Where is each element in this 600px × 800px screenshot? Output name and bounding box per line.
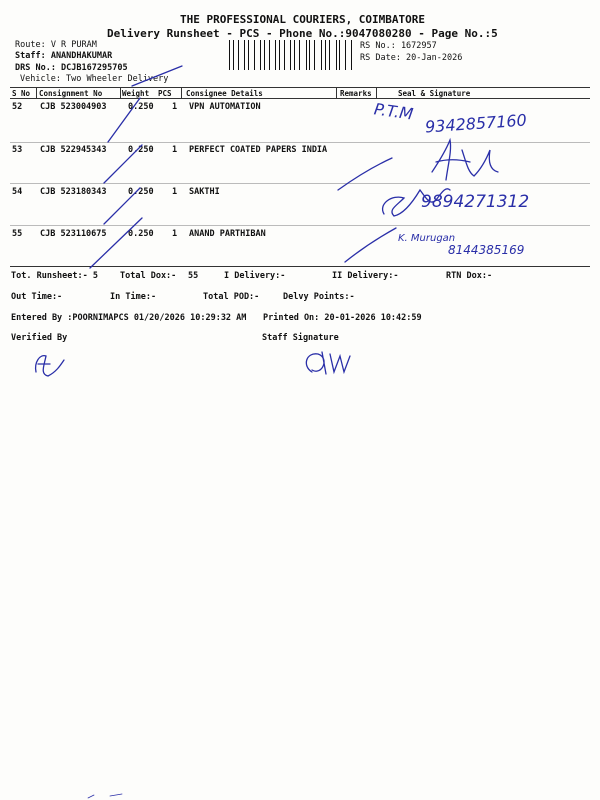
row-consignment: CJB 523180343 <box>40 187 107 197</box>
col-header-remarks: Remarks <box>340 89 372 98</box>
row55-handwritten-name: K. Murugan <box>398 233 456 244</box>
row-consignment: CJB 523004903 <box>40 102 107 112</box>
row-consignee: VPN AUTOMATION <box>189 102 261 112</box>
verified-by-label: Verified By <box>11 333 68 343</box>
row52-handwritten-phone: 9342857160 <box>424 110 528 137</box>
pen-stroke <box>104 145 142 183</box>
rtn-dox: RTN Dox:- <box>446 271 493 281</box>
row-pcs: 1 <box>172 187 178 197</box>
row-weight: 0.250 <box>128 102 154 112</box>
total-dox-value: 55 <box>188 271 199 281</box>
delvy-points: Delvy Points:- <box>283 292 355 302</box>
row-pcs: 1 <box>172 229 178 239</box>
row-weight: 0.250 <box>128 145 154 155</box>
tot-runsheet: Tot. Runsheet:- 5 <box>11 271 98 281</box>
total-dox-label: Total Dox:- <box>120 271 177 281</box>
row-consignment: CJB 523110675 <box>40 229 107 239</box>
row-consignee: ANAND PARTHIBAN <box>189 229 266 239</box>
pen-stroke <box>132 66 182 86</box>
total-pod: Total POD:- <box>203 292 260 302</box>
verified-signature-scribble <box>36 356 64 376</box>
runsheet-subtitle: Delivery Runsheet - PCS - Phone No.:9047080280 - Page No.:5 <box>107 27 498 40</box>
rs-number: RS No.: 1672957 <box>360 41 437 51</box>
row52-handwritten-name: P.T.M <box>372 99 415 124</box>
row-consignee: SAKTHI <box>189 187 220 197</box>
company-title: THE PROFESSIONAL COURIERS, COIMBATORE <box>180 13 426 26</box>
pen-stroke <box>345 228 396 262</box>
row-weight: 0.250 <box>128 229 154 239</box>
col-header-seal-signature: Seal & Signature <box>398 89 471 98</box>
route-label: Route: V R PURAM <box>15 40 97 50</box>
col-header-consignment: Consignment No <box>39 89 103 98</box>
drs-number: DRS No.: DCJB167295705 <box>15 63 128 73</box>
col-header-pcs: PCS <box>158 89 172 98</box>
col-header-sno: S No <box>12 89 31 98</box>
vehicle-label: Vehicle: Two Wheeler Delivery <box>20 74 169 84</box>
row-weight: 0.250 <box>128 187 154 197</box>
staff-signature-label: Staff Signature <box>262 333 339 343</box>
pen-stroke <box>108 98 140 142</box>
row-pcs: 1 <box>172 145 178 155</box>
pen-stroke <box>88 794 122 798</box>
row-sno: 52 <box>12 102 23 112</box>
col-header-consignee: Consignee Details <box>186 89 263 98</box>
row54-handwritten-phone: 9894271312 <box>421 192 530 212</box>
signature-scribble <box>432 140 498 180</box>
staff-signature-scribble <box>306 352 350 374</box>
ii-delivery: II Delivery:- <box>332 271 399 281</box>
row-sno: 55 <box>12 229 23 239</box>
row-pcs: 1 <box>172 102 178 112</box>
row55-handwritten-phone: 8144385169 <box>448 243 525 257</box>
pen-stroke <box>104 188 140 224</box>
rs-date: RS Date: 20-Jan-2026 <box>360 53 463 63</box>
row-sno: 53 <box>12 145 23 155</box>
entered-by: Entered By :POORNIMAPCS 01/20/2026 10:29:32 AM <box>11 313 247 323</box>
in-time: In Time:- <box>110 292 157 302</box>
staff-label: Staff: ANANDHAKUMAR <box>15 51 113 61</box>
printed-on: Printed On: 20-01-2026 10:42:59 <box>263 313 422 323</box>
pen-stroke <box>90 218 142 268</box>
row-sno: 54 <box>12 187 23 197</box>
out-time: Out Time:- <box>11 292 63 302</box>
row-consignee: PERFECT COATED PAPERS INDIA <box>189 145 328 155</box>
pen-stroke <box>338 158 392 190</box>
col-header-weight: Weight <box>122 89 150 98</box>
i-delivery: I Delivery:- <box>224 271 286 281</box>
row-consignment: CJB 522945343 <box>40 145 107 155</box>
